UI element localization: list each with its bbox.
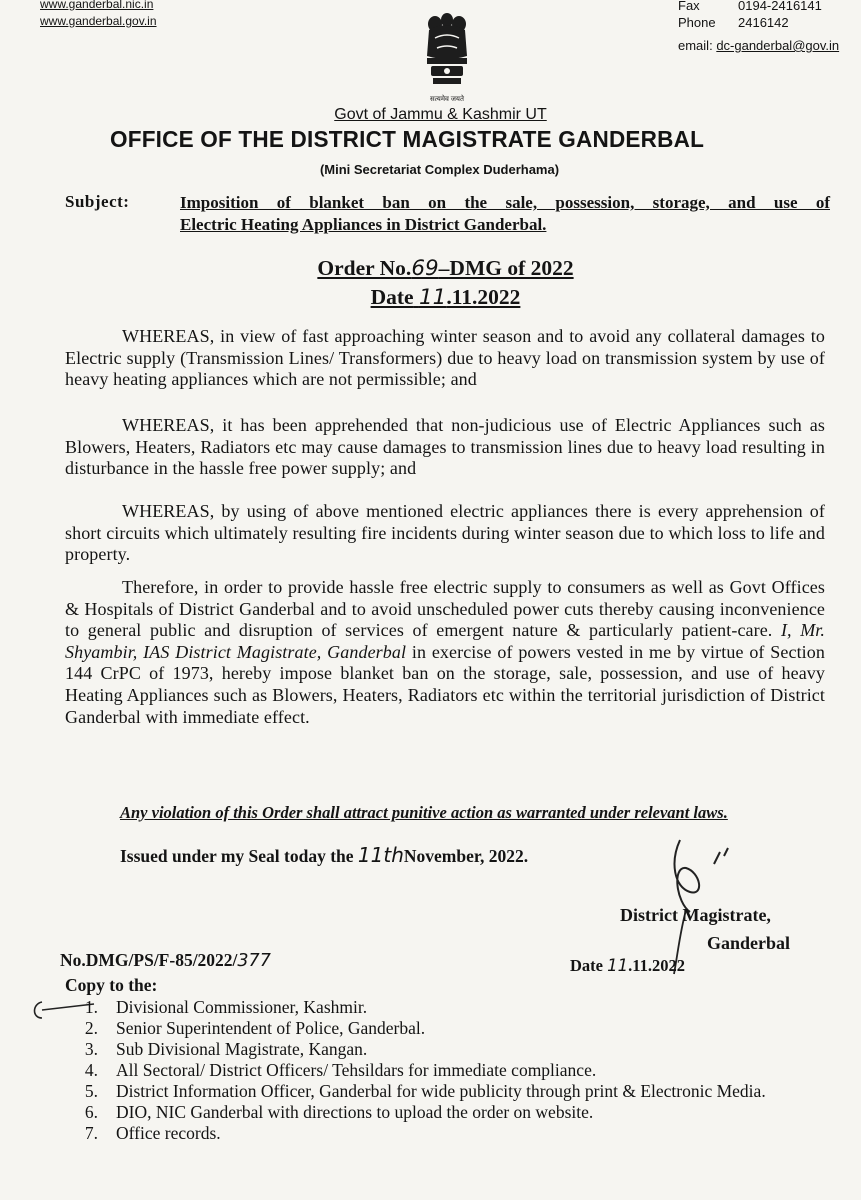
website-link-gov[interactable]: www.ganderbal.gov.in xyxy=(40,14,157,28)
list-item-number: 4. xyxy=(84,1060,98,1080)
signatory-title: District Magistrate, xyxy=(620,905,771,925)
paragraph-therefore xyxy=(65,577,825,728)
paragraph-therefore-part-2: in exercise of powers vested in me by virtue of Section 144 CrPC of 1973, hereby impose blanket ban on the storage, sale, possession, and use of heavy Heating Appliances such as Blowers, Heaters, Radiators etc within the territorial jurisdiction of District Ganderbal with immediate effect. xyxy=(65,641,825,727)
list-item xyxy=(40,1102,820,1123)
violation-warning xyxy=(120,803,728,823)
order-number-handwritten: 69 xyxy=(411,256,439,281)
reference-date-rest: .11.2022 xyxy=(628,956,685,975)
subject-text xyxy=(180,192,830,236)
fax-value: 0194-2416141 xyxy=(738,0,822,13)
order-date-label: Date xyxy=(370,285,414,309)
subject-line-2: Electric Heating Appliances in District Ganderbal. xyxy=(180,215,547,234)
issued-line xyxy=(120,843,528,867)
reference-date-label: Date xyxy=(570,956,603,975)
issued-day-handwritten: 11th xyxy=(357,843,404,867)
paragraph-whereas-2: WHEREAS, it has been apprehended that non-judicious use of Electric Appliances such as Blowers, Heaters, Radiators etc may cause damages to transmission lines due to heavy load resulting in disturbance in the hassle free power supply; and xyxy=(65,415,825,479)
order-date xyxy=(30,283,861,312)
reference-date-handwritten: 11 xyxy=(607,956,629,975)
copy-to-list xyxy=(40,997,820,1144)
order-number-prefix: Order No. xyxy=(317,256,412,280)
paragraph-whereas-3: WHEREAS, by using of above mentioned electric appliances there is every apprehension of short circuits which ultimately resulting fire incidents during winter season due to which loss to life and property. xyxy=(65,501,825,565)
list-item-number: 3. xyxy=(84,1039,98,1059)
ashoka-emblem-icon xyxy=(415,8,479,92)
office-title: OFFICE OF THE DISTRICT MAGISTRATE GANDERBAL xyxy=(110,126,705,152)
list-item-number: 5. xyxy=(84,1081,98,1101)
email-line xyxy=(678,37,839,54)
website-links xyxy=(40,0,157,30)
list-item-text: Sub Divisional Magistrate, Kangan. xyxy=(116,1039,368,1059)
state-emblem xyxy=(415,8,479,103)
list-item-text: District Information Officer, Ganderbal for wide publicity through print & Electronic Media. xyxy=(116,1081,766,1101)
contact-block xyxy=(678,0,822,31)
copy-to-heading: Copy to the: xyxy=(65,975,158,995)
list-item xyxy=(40,1018,820,1039)
violation-warning-text: Any violation of this Order shall attract punitive action as warranted under relevant laws. xyxy=(120,803,728,822)
signatory-place: Ganderbal xyxy=(707,933,791,953)
paragraph-whereas-1: WHEREAS, in view of fast approaching winter season and to avoid any collateral damages to Electric supply (Transmission Lines/ Transformers) due to heavy load on transmission system by use of heavy heating appliances which are not permissible; and xyxy=(65,326,825,390)
issued-month-year: November, 2022. xyxy=(403,846,529,866)
list-item-text: DIO, NIC Ganderbal with directions to upload the order on website. xyxy=(116,1102,594,1122)
govt-line xyxy=(0,106,861,124)
list-item-text: Divisional Commissioner, Kashmir. xyxy=(116,997,368,1017)
list-item-number: 2. xyxy=(84,1018,98,1038)
phone-value: 2416142 xyxy=(738,15,789,30)
govt-name: Govt of Jammu & Kashmir UT xyxy=(334,106,547,123)
reference-number-prefix: No.DMG/PS/F-85/2022/ xyxy=(60,950,238,970)
order-number xyxy=(30,254,861,283)
list-item-text: Office records. xyxy=(116,1123,221,1143)
reference-date xyxy=(570,956,685,976)
paragraph-therefore-part-1: Therefore, in order to provide hassle free electric supply to consumers as well as Govt Offices & Hospitals of District Ganderbal and to avoid unscheduled power cuts thereby causing inconvenience to general public and disruption of services of emergent nature & particularly patient-care. xyxy=(65,577,825,641)
list-item-number: 7. xyxy=(84,1123,98,1143)
subject-label: Subject: xyxy=(65,192,130,211)
fax-label: Fax xyxy=(678,0,700,13)
emblem-motto: सत्यमेव जयते xyxy=(430,95,464,103)
subject-line-1: Imposition of blanket ban on the sale, possession, storage, and use of xyxy=(180,193,830,212)
order-heading xyxy=(0,254,861,312)
office-address: (Mini Secretariat Complex Duderhama) xyxy=(319,162,560,177)
list-item-text: Senior Superintendent of Police, Ganderbal. xyxy=(116,1018,426,1038)
order-number-suffix: –DMG of 2022 xyxy=(438,256,574,280)
list-item xyxy=(40,1123,820,1144)
list-item-number: 6. xyxy=(84,1102,98,1122)
list-item xyxy=(40,1081,820,1102)
phone-label: Phone xyxy=(678,15,716,30)
reference-number xyxy=(60,950,271,971)
list-item-text: All Sectoral/ District Officers/ Tehsildars for immediate compliance. xyxy=(116,1060,597,1080)
list-item xyxy=(40,1060,820,1081)
order-date-rest: .11.2022 xyxy=(446,285,521,309)
reference-number-handwritten: 377 xyxy=(237,951,271,971)
email-value[interactable]: dc-ganderbal@gov.in xyxy=(716,38,840,53)
issued-text: Issued under my Seal today the xyxy=(120,846,358,866)
website-link-nic[interactable]: www.ganderbal.nic.in xyxy=(40,0,154,11)
order-date-handwritten: 11 xyxy=(418,285,447,310)
list-item xyxy=(40,1039,820,1060)
list-item xyxy=(40,997,820,1018)
paragraph-therefore-authority: I, Mr. Shyambir, IAS District Magistrate, Ganderbal xyxy=(65,620,825,662)
email-label: email: xyxy=(678,38,713,53)
list-item-number: 1. xyxy=(84,997,98,1017)
